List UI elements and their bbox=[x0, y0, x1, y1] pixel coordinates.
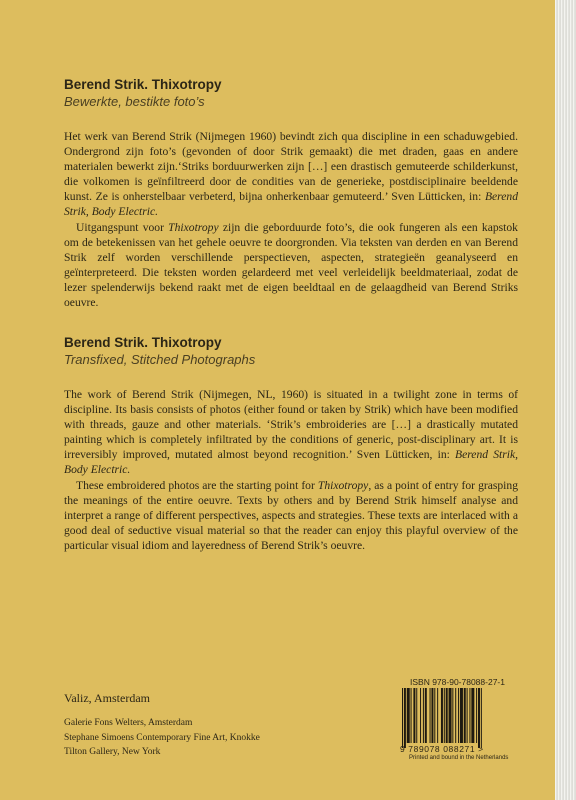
dutch-body bbox=[64, 129, 518, 310]
dutch-p2-text-a: Uitgangspunt voor bbox=[76, 220, 169, 234]
english-title: Berend Strik. Thixotropy bbox=[64, 335, 222, 350]
english-p1-citation: Berend Strik, Body Electric. bbox=[64, 448, 518, 477]
gallery-item: Tilton Gallery, New York bbox=[64, 747, 161, 757]
dutch-paragraph-2 bbox=[64, 220, 518, 311]
english-blurb bbox=[64, 334, 518, 553]
dutch-p2-text-b: zijn die geborduurde foto’s, die ook fungeren als een kapstok om de betekenissen van het gehele oeuvre te doorgronden. Via teksten van derden en van Berend Strik zelf worden verschillende perspectieven, aspecten, strategieën geanalyseerd en geïnterpreteerd. Die teksten worden gelardeerd met veel verleidelijk beeldmateriaal, zodat de lezer spelenderwijs bekend raakt met de eigen beeldtaal en de gelaagdheid van Berend Striks oeuvre. bbox=[64, 220, 518, 310]
dutch-p1-text: Het werk van Berend Strik (Nijmegen 1960) bevindt zich qua discipline in een schaduwgebied. Ondergrond zijn foto’s (gevonden of door Strik gemaakt) die met draden, gaas en andere materialen bewerkt zijn.‘Striks borduurwerken zijn […] een drastisch gemuteerde schilderkunst, die volkomen is geïnfiltreerd door de condities van de generieke, postdisciplinaire beeldende kunst. Ze is onherstelbaar verbeterd, bijna onherkenbaar gemuteerd.’ Sven Lütticken, in: bbox=[64, 130, 518, 204]
dutch-paragraph-1 bbox=[64, 129, 518, 220]
english-p2-text-b: , as a point of entry for grasping the meanings of the entire oeuvre. Texts by others and by Berend Strik himself analyse and interpret a range of different perspectives, aspects and strategies. These texts are interlaced with a good deal of seductive visual material so that the reader can enjoy this playful overview of the particular visual idiom and layeredness of Berend Strik’s oeuvre. bbox=[64, 478, 518, 552]
english-paragraph-1 bbox=[64, 387, 518, 478]
english-body bbox=[64, 387, 518, 553]
publisher: Valiz, Amsterdam bbox=[64, 691, 150, 705]
dutch-subtitle: Bewerkte, bestikte foto’s bbox=[64, 94, 205, 109]
isbn-number: ISBN 978-90-78088-27-1 bbox=[410, 677, 505, 687]
english-p2-text-a: These embroidered photos are the starting point for bbox=[76, 478, 318, 492]
english-p2-book-title: Thixotropy bbox=[317, 478, 369, 492]
dutch-p1-citation: Berend Strik, Body Electric. bbox=[64, 190, 518, 219]
dutch-p2-book-title: Thixotropy bbox=[168, 220, 219, 234]
english-p1-text: The work of Berend Strik (Nijmegen, NL, 1960) is situated in a twilight zone in terms of discipline. Its basis consists of photos (either found or taken by Strik) which have been modified with threads, gauze and other materials. ‘Strik’s embroideries are […] a drastically mutated painting which is completely infiltrated by the conditions of generic, post-disciplinary art. It is irreversibly improved, mutated almost beyond recognition.’ Sven Lütticken, in: bbox=[64, 388, 518, 462]
gallery-item: Stephane Simoens Contemporary Fine Art, Knokke bbox=[64, 732, 260, 743]
gallery-item: Galerie Fons Welters, Amsterdam bbox=[64, 718, 193, 728]
gallery-list bbox=[64, 716, 260, 760]
dutch-title: Berend Strik. Thixotropy bbox=[64, 77, 222, 92]
barcode-digits: 9 789078 088271 > bbox=[400, 744, 484, 754]
page-edges bbox=[555, 0, 576, 800]
barcode-image bbox=[400, 688, 510, 748]
printed-note: Printed and bound in the Netherlands bbox=[409, 755, 509, 761]
english-paragraph-2 bbox=[64, 478, 518, 553]
dutch-blurb bbox=[64, 76, 518, 310]
english-subtitle: Transfixed, Stitched Photographs bbox=[64, 352, 256, 367]
